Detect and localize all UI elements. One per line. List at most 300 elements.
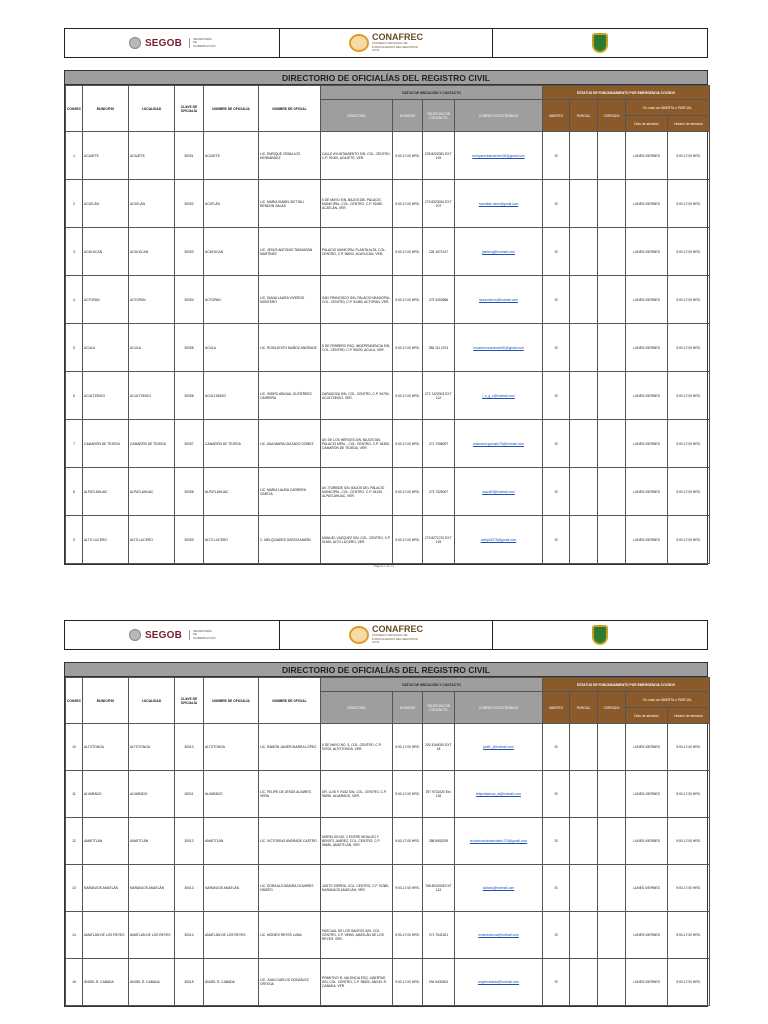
header-nombre-oficial: NOMBRE DE OFICIAL <box>259 678 321 724</box>
cell-horario: 9:00-17:00 HRS. <box>393 132 423 180</box>
cell-horario: 9:00-17:00 HRS. <box>393 912 423 959</box>
cell-municipio: ACTOPAN <box>83 276 129 324</box>
segob-subtitle: SECRETARÍA DE GOBERNACIÓN <box>189 630 215 640</box>
cell-telefono: 226 3160020 EXT. 18 <box>423 724 455 771</box>
cell-parcial <box>570 372 598 420</box>
cell-parcial <box>570 180 598 228</box>
cell-dias: LUNES-VIERNES <box>626 228 668 276</box>
cell-cerrada <box>598 228 626 276</box>
cell-abierta: SI <box>543 372 570 420</box>
email-link[interactable]: dolivao@hotmail.com <box>482 886 515 890</box>
cell-localidad: ALVARADO <box>129 771 175 818</box>
email-link[interactable]: jtanteng@hotmail.com <box>482 249 515 254</box>
cell-nombre-oficial: LIC. ENRIQUE CEBALLOS HERNÁNDEZ <box>259 132 321 180</box>
cell-nombre-oficial: LIC. DORA ALEJANDRA OLIVARES OBISPO <box>259 865 321 912</box>
cell-clave: 30011 <box>175 771 204 818</box>
cell-telefono: 288 111 2074 <box>423 324 455 372</box>
header-horario-atencion: Horario de atención <box>668 116 710 132</box>
cell-direccion: MORELOS NO. 2 ENTRE HIDALGO Y BENITO JUÁREZ, COL. CENTRO, C.P. 95480, AMATITLÁN, VER. <box>321 818 393 865</box>
cell-dias: LUNES-VIERNES <box>626 865 668 912</box>
state-shield-cell <box>493 621 707 649</box>
cell-horario-atencion: 9:00-17:00 HRS. <box>668 420 710 468</box>
cell-nombre-oficial: LIC. ISIDRO ABIGAIL GUTIÉRREZ CARRERA <box>259 372 321 420</box>
conafrec-logo: CONAFREC <box>372 32 423 43</box>
header-municipio: MUNICIPIO <box>83 678 129 724</box>
segob-logo: SEGOB <box>144 629 183 641</box>
table-row <box>66 959 710 1006</box>
header-nombre-oficialia: NOMBRE DE OFICIALÍA <box>204 678 259 724</box>
cell-consec: 13 <box>66 865 83 912</box>
cell-dias: LUNES-VIERNES <box>626 468 668 516</box>
header-municipio: MUNICIPIO <box>83 86 129 132</box>
cell-correo <box>455 516 543 564</box>
cell-consec: 2 <box>66 180 83 228</box>
table-row <box>66 420 710 468</box>
cell-parcial <box>570 818 598 865</box>
cell-consec: 4 <box>66 276 83 324</box>
header-nombre-oficial: NOMBRE DE OFICIAL <box>259 86 321 132</box>
cell-horario-atencion: 9:00-17:00 HRS. <box>668 818 710 865</box>
cell-localidad: ACAJETE <box>129 132 175 180</box>
cell-cerrada <box>598 959 626 1006</box>
cell-municipio: ÁNGEL R. CABADA <box>83 959 129 1006</box>
cell-localidad: ACULTZINGO <box>129 372 175 420</box>
email-link[interactable]: jarili1_@hotmail.com <box>483 745 514 749</box>
cell-municipio: ALTO LUCERO <box>83 516 129 564</box>
cell-consec: 9 <box>66 516 83 564</box>
cell-municipio: ALVARADO <box>83 771 129 818</box>
cell-telefono: 271 7541301 <box>423 912 455 959</box>
email-link[interactable]: rcacatlan.isbrs@gmail.com <box>478 201 519 206</box>
cell-correo <box>455 912 543 959</box>
logo-header <box>64 28 708 58</box>
cell-horario-atencion: 9:00-17:00 HRS. <box>668 228 710 276</box>
header-cerrada: CERRADA <box>598 692 626 724</box>
cell-clave: 30012 <box>175 818 204 865</box>
cell-nombre-oficial: C. MELQUÍADES GARCÍA MARÍN <box>259 516 321 564</box>
cell-horario: 9:00-17:00 HRS. <box>393 324 423 372</box>
cell-consec: 3 <box>66 228 83 276</box>
cell-municipio: CAMARÓN DE TEJEDA <box>83 420 129 468</box>
cell-abierta: SI <box>543 324 570 372</box>
cell-telefono: 273 7325007 <box>423 468 455 516</box>
cell-nombre-oficialia: AMATLÁN DE LOS REYES <box>204 912 259 959</box>
cell-parcial <box>570 228 598 276</box>
cell-cerrada <box>598 516 626 564</box>
cell-clave: 30004 <box>175 276 204 324</box>
cell-nombre-oficialia: ÁNGEL R. CABADA <box>204 959 259 1006</box>
cell-horario: 9:00-17:00 HRS. <box>393 516 423 564</box>
cell-parcial <box>570 468 598 516</box>
email-link[interactable]: melqui1978@gmail.com <box>480 537 517 542</box>
cell-abierta: SI <box>543 724 570 771</box>
cell-nombre-oficial: LIC. JUAN CARLOS GONZÁLEZ ORTEGA <box>259 959 321 1006</box>
cell-direccion: SAN FRANCISCO S/N, PALACIO MUNICIPAL, COL. CENTRO, C.P. 91480, ACTOPAN, VER. <box>321 276 393 324</box>
cell-nombre-oficial: LIC. VICTORINO ANDRADE CASTRO <box>259 818 321 865</box>
cell-correo <box>455 228 543 276</box>
email-link[interactable]: moisesreluna@hotmail.com <box>478 933 519 937</box>
cell-municipio: NARANJOS AMATLÁN <box>83 865 129 912</box>
cell-nombre-oficialia: ACULA <box>204 324 259 372</box>
header-consec: CONSEC <box>66 678 83 724</box>
cell-consec: 7 <box>66 420 83 468</box>
cell-telefono: 279 3263966 <box>423 276 455 324</box>
cell-nombre-oficialia: ACULTZINGO <box>204 372 259 420</box>
cell-horario: 9:00-17:00 HRS. <box>393 724 423 771</box>
cell-nombre-oficial: LIC. ANA MARIA GUIZADO GÓMEZ <box>259 420 321 468</box>
table-row <box>66 912 710 959</box>
cell-parcial <box>570 724 598 771</box>
cell-localidad: ACULA <box>129 324 175 372</box>
cell-clave: 30006 <box>175 372 204 420</box>
cell-direccion: 5 DE MAYO NO. 3, COL. CENTRO, C.P. 93700, ALTOTONGA, VER. <box>321 724 393 771</box>
cell-abierta: SI <box>543 959 570 1006</box>
cell-correo <box>455 865 543 912</box>
table-row <box>66 132 710 180</box>
cell-dias: LUNES-VIERNES <box>626 959 668 1006</box>
veracruz-shield-icon <box>592 33 608 53</box>
cell-localidad: AMATITLÁN <box>129 818 175 865</box>
segob-logo-cell <box>65 621 280 649</box>
cell-municipio: ACAYUCAN <box>83 228 129 276</box>
cell-parcial <box>570 324 598 372</box>
cell-municipio: ACULA <box>83 324 129 372</box>
table-row <box>66 324 710 372</box>
conafrec-logo-cell <box>280 621 493 649</box>
header-localidad: LOCALIDAD <box>129 86 175 132</box>
email-link[interactable]: angelrcabada@hotmail.com <box>477 980 520 984</box>
cell-localidad: ALTOTONGA <box>129 724 175 771</box>
cell-correo <box>455 724 543 771</box>
cell-localidad: CAMARÓN DE TEJEDA <box>129 420 175 468</box>
cell-abierta: SI <box>543 228 570 276</box>
segob-subtitle: SECRETARÍA DE GOBERNACIÓN <box>189 38 215 48</box>
cell-horario: 9:00-17:00 HRS. <box>393 468 423 516</box>
cell-localidad: AMATLÁN DE LOS REYES <box>129 912 175 959</box>
cell-nombre-oficial: LIC. DIANA LAURA VIVEROS MONTERO <box>259 276 321 324</box>
cell-cerrada <box>598 468 626 516</box>
cell-nombre-oficial: LIC. ROSA EDITH MUÑOZ ANDRADE <box>259 324 321 372</box>
header-group-estatus: ESTATUS DE FUNCIONAMIENTO POR EMERGENCIA COVID19 <box>543 678 710 692</box>
email-link[interactable]: lauca83@hotmail.com <box>482 489 515 494</box>
conafrec-emblem-icon <box>349 34 369 52</box>
cell-horario-atencion: 9:00-17:00 HRS. <box>668 180 710 228</box>
cell-dias: LUNES-VIERNES <box>626 180 668 228</box>
cell-horario: 9:00-17:00 HRS. <box>393 420 423 468</box>
cell-nombre-oficialia: ACAYUCAN <box>204 228 259 276</box>
header-en-caso: En caso de ABIERTA o PARCIAL <box>626 692 710 708</box>
directory-table-page-1 <box>64 70 708 565</box>
cell-horario-atencion: 9:00-17:00 HRS. <box>668 865 710 912</box>
cell-dias: LUNES-VIERNES <box>626 771 668 818</box>
email-link[interactable]: felipedejesus_al@hotmail.com <box>476 792 521 796</box>
email-link[interactable]: rosamunozandrade30@gmail.com <box>473 345 524 350</box>
cell-direccion: 5 DE FEBRERO ESQ. INDEPENDENCIA S/N, COL. CENTRO, C.P. 95200, ACULA, VER. <box>321 324 393 372</box>
cell-municipio: ACAJETE <box>83 132 129 180</box>
table-row <box>66 372 710 420</box>
cell-nombre-oficialia: ALPATLÁHUAC <box>204 468 259 516</box>
cell-parcial <box>570 132 598 180</box>
header-correo: CORREO ELECTRÓNICO <box>455 692 543 724</box>
cell-horario: 9:00-17:00 HRS. <box>393 228 423 276</box>
cell-nombre-oficial: LIC. RAMÓN JAVIER IBARRA LÓPEZ <box>259 724 321 771</box>
cell-consec: 10 <box>66 724 83 771</box>
cell-horario-atencion: 9:00-17:00 HRS. <box>668 516 710 564</box>
cell-localidad: ALPATLÁHUAC <box>129 468 175 516</box>
cell-telefono: 297 9731020 Ext. 118 <box>423 771 455 818</box>
cell-direccion: JUSTO SIERRA, COL. CENTRO, C.P. 92380, NARANJOS AMATLÁN, VER. <box>321 865 393 912</box>
cell-cerrada <box>598 180 626 228</box>
directory-table-page-2 <box>64 662 708 1007</box>
cell-clave: 30005 <box>175 324 204 372</box>
cell-parcial <box>570 516 598 564</box>
cell-nombre-oficial: LIC. MARIA LAURA CARRERA GARCÍA <box>259 468 321 516</box>
header-group-estatus: ESTATUS DE FUNCIONAMIENTO POR EMERGENCIA COVID19 <box>543 86 710 100</box>
cell-dias: LUNES-VIERNES <box>626 516 668 564</box>
cell-abierta: SI <box>543 276 570 324</box>
logo-header <box>64 620 708 650</box>
header-cerrada: CERRADA <box>598 100 626 132</box>
cell-nombre-oficialia: ACATLÁN <box>204 180 259 228</box>
cell-telefono: 294 9430302 <box>423 959 455 1006</box>
cell-horario-atencion: 9:00-17:00 HRS. <box>668 276 710 324</box>
header-direccion: DIRECCIÓN <box>321 692 393 724</box>
cell-cerrada <box>598 724 626 771</box>
cell-dias: LUNES-VIERNES <box>626 132 668 180</box>
cell-consec: 15 <box>66 959 83 1006</box>
cell-correo <box>455 468 543 516</box>
cell-direccion: CALLE AYUNTAMIENTO S/N, COL. CENTRO, C.P. 91000, ACAJETE, VER. <box>321 132 393 180</box>
cell-horario: 9:00-17:00 HRS. <box>393 276 423 324</box>
cell-cerrada <box>598 324 626 372</box>
cell-clave: 30002 <box>175 180 204 228</box>
page-number: Página 1 de 71 <box>373 564 395 568</box>
cell-dias: LUNES-VIERNES <box>626 276 668 324</box>
cell-abierta: SI <box>543 132 570 180</box>
cell-nombre-oficialia: ALTO LUCERO <box>204 516 259 564</box>
cell-horario: 9:00-17:00 HRS. <box>393 959 423 1006</box>
cell-clave: 30003 <box>175 228 204 276</box>
cell-abierta: SI <box>543 420 570 468</box>
cell-nombre-oficialia: ACTOPAN <box>204 276 259 324</box>
cell-abierta: SI <box>543 180 570 228</box>
cell-horario: 9:00-17:00 HRS. <box>393 372 423 420</box>
cell-cerrada <box>598 771 626 818</box>
table-row <box>66 180 710 228</box>
cell-cerrada <box>598 912 626 959</box>
cell-direccion: MANUEL VÁZQUEZ S/N, COL. CENTRO, C.P. 91460, ALTO LUCERO, VER. <box>321 516 393 564</box>
cell-horario-atencion: 9:00-17:00 HRS. <box>668 959 710 1006</box>
cell-correo <box>455 372 543 420</box>
cell-abierta: SI <box>543 468 570 516</box>
table-body <box>66 132 710 564</box>
header-group-contacto: DATOS DE UBICACIÓN Y CONTACTO <box>321 678 543 692</box>
cell-telefono: 228 1571427 <box>423 228 455 276</box>
cell-clave: 30010 <box>175 724 204 771</box>
email-link[interactable]: lauraviveros@hotmail.com <box>479 297 518 302</box>
header-direccion: DIRECCIÓN <box>321 100 393 132</box>
cell-dias: LUNES-VIERNES <box>626 372 668 420</box>
cell-clave: 30008 <box>175 468 204 516</box>
cell-nombre-oficial: LIC. FELIPE DE JESÚS ALVARES VERA <box>259 771 321 818</box>
cell-cerrada <box>598 132 626 180</box>
table-body <box>66 724 710 1006</box>
cell-clave: 30007 <box>175 420 204 468</box>
cell-horario: 9:00-17:00 HRS. <box>393 771 423 818</box>
header-nombre-oficialia: NOMBRE DE OFICIALÍA <box>204 86 259 132</box>
cell-correo <box>455 324 543 372</box>
cell-consec: 14 <box>66 912 83 959</box>
cell-horario-atencion: 9:00-17:00 HRS. <box>668 771 710 818</box>
cell-direccion: 5 DE MAYO S/N, BAJOS DEL PALACIO MUNICIPAL, COL. CENTRO, C.P. 91080, ACATLÁN, VER. <box>321 180 393 228</box>
conafrec-logo: CONAFREC <box>372 624 423 635</box>
cell-correo <box>455 276 543 324</box>
cell-correo <box>455 180 543 228</box>
cell-dias: LUNES-VIERNES <box>626 912 668 959</box>
header-abierta: ABIERTA <box>543 692 570 724</box>
email-link[interactable]: enriqueceballoshdez30@gmail.com <box>472 153 525 158</box>
cell-clave: 30001 <box>175 132 204 180</box>
cell-localidad: ACTOPAN <box>129 276 175 324</box>
cell-consec: 6 <box>66 372 83 420</box>
cell-consec: 5 <box>66 324 83 372</box>
cell-parcial <box>570 959 598 1006</box>
header-telefono: TELÉFONO DE CONTACTO <box>423 100 455 132</box>
email-link[interactable]: anamaria.guizado75@hotmail.com <box>473 441 524 446</box>
header-clave: CLAVE DE OFICIALÍA <box>175 86 204 132</box>
cell-nombre-oficialia: ACAJETE <box>204 132 259 180</box>
cell-cerrada <box>598 372 626 420</box>
cell-direccion: PRIMITIVO R. VALENCIA ESQ. LIBERTAD S/N, COL. CENTRO, C.P. 95800, ÁNGEL R. CABADA, VER. <box>321 959 393 1006</box>
document-title: DIRECTORIO DE OFICIALÍAS DEL REGISTRO CIVIL <box>65 663 707 677</box>
cell-localidad: NARANJOS AMATLÁN <box>129 865 175 912</box>
cell-correo <box>455 959 543 1006</box>
header-horario-atencion: Horario de atención <box>668 708 710 724</box>
cell-consec: 11 <box>66 771 83 818</box>
cell-municipio: ACATLÁN <box>83 180 129 228</box>
header-consec: CONSEC <box>66 86 83 132</box>
cell-telefono: 272 7422003 EXT. 112 <box>423 372 455 420</box>
conafrec-subtitle: CONSEJO NACIONAL DE FUNCIONARIOS DEL REGISTRO CIVIL <box>372 41 419 53</box>
document-title: DIRECTORIO DE OFICIALÍAS DEL REGISTRO CIVIL <box>65 71 707 85</box>
cell-abierta: SI <box>543 771 570 818</box>
cell-horario-atencion: 9:00-17:00 HRS. <box>668 468 710 516</box>
table-row <box>66 276 710 324</box>
header-horario: HORARIO <box>393 692 423 724</box>
cell-direccion: AV. DE LOS HÉROES S/N, BAJOS DEL PALACIO MPAL., COL. CENTRO, C.P. 94350, CAMARÓN DE TEJEDA, VER. <box>321 420 393 468</box>
email-link[interactable]: victorinoandradecastro715@gmail.com <box>469 839 528 843</box>
cell-horario: 9:00-17:00 HRS. <box>393 865 423 912</box>
cell-parcial <box>570 276 598 324</box>
cell-horario-atencion: 9:00-17:00 HRS. <box>668 132 710 180</box>
cell-correo <box>455 818 543 865</box>
cell-abierta: SI <box>543 818 570 865</box>
cell-municipio: AMATITLÁN <box>83 818 129 865</box>
segob-emblem-icon <box>129 629 141 641</box>
veracruz-shield-icon <box>592 625 608 645</box>
header-telefono: TELÉFONO DE CONTACTO <box>423 692 455 724</box>
cell-telefono: 279 8271070 EXT. 115 <box>423 516 455 564</box>
header-clave: CLAVE DE OFICIALÍA <box>175 678 204 724</box>
segob-logo-cell <box>65 29 280 57</box>
cell-dias: LUNES-VIERNES <box>626 420 668 468</box>
table-row <box>66 228 710 276</box>
cell-abierta: SI <box>543 865 570 912</box>
cell-localidad: ACATLÁN <box>129 180 175 228</box>
cell-dias: LUNES-VIERNES <box>626 818 668 865</box>
header-parcial: PARCIAL <box>570 100 598 132</box>
conafrec-logo-cell <box>280 29 493 57</box>
email-link[interactable]: i_a_g_c@hotmail.com <box>482 393 515 398</box>
header-group-contacto: DATOS DE UBICACIÓN Y CONTACTO <box>321 86 543 100</box>
cell-nombre-oficialia: ALVARADO <box>204 771 259 818</box>
table-row <box>66 771 710 818</box>
cell-consec: 1 <box>66 132 83 180</box>
table-row <box>66 468 710 516</box>
segob-emblem-icon <box>129 37 141 49</box>
cell-localidad: ÁNGEL R. CABADA <box>129 959 175 1006</box>
cell-localidad: ALTO LUCERO <box>129 516 175 564</box>
segob-logo: SEGOB <box>144 37 183 49</box>
cell-cerrada <box>598 818 626 865</box>
cell-clave: 30015 <box>175 959 204 1006</box>
header-en-caso: En caso de ABIERTA o PARCIAL <box>626 100 710 116</box>
cell-clave: 30014 <box>175 912 204 959</box>
table-row <box>66 516 710 564</box>
cell-horario-atencion: 9:00-17:00 HRS. <box>668 324 710 372</box>
cell-nombre-oficialia: ALTOTONGA <box>204 724 259 771</box>
cell-correo <box>455 132 543 180</box>
cell-horario-atencion: 9:00-17:00 HRS. <box>668 372 710 420</box>
cell-cerrada <box>598 420 626 468</box>
cell-abierta: SI <box>543 912 570 959</box>
cell-cerrada <box>598 276 626 324</box>
header-abierta: ABIERTA <box>543 100 570 132</box>
cell-telefono: 271 7056097 <box>423 420 455 468</box>
header-dias: Días de atención <box>626 116 668 132</box>
cell-nombre-oficialia: CAMARÓN DE TEJEDA <box>204 420 259 468</box>
cell-localidad: ACAYUCAN <box>129 228 175 276</box>
cell-municipio: ALTOTONGA <box>83 724 129 771</box>
cell-dias: LUNES-VIERNES <box>626 724 668 771</box>
cell-horario: 9:00-17:00 HRS. <box>393 180 423 228</box>
cell-consec: 12 <box>66 818 83 865</box>
cell-nombre-oficialia: NARANJOS AMATLÁN <box>204 865 259 912</box>
cell-clave: 30013 <box>175 865 204 912</box>
cell-municipio: ALPATLÁHUAC <box>83 468 129 516</box>
cell-municipio: AMATLÁN DE LOS REYES <box>83 912 129 959</box>
cell-consec: 8 <box>66 468 83 516</box>
cell-parcial <box>570 865 598 912</box>
header-horario: HORARIO <box>393 100 423 132</box>
cell-direccion: ZARAGOZA S/N, COL. CENTRO, C.P. 94750, ACULTZINGO, VER. <box>321 372 393 420</box>
cell-parcial <box>570 771 598 818</box>
header-correo: CORREO ELECTRÓNICO <box>455 100 543 132</box>
cell-horario-atencion: 9:00-17:00 HRS. <box>668 912 710 959</box>
state-shield-cell <box>493 29 707 57</box>
cell-nombre-oficialia: AMATITLÁN <box>204 818 259 865</box>
conafrec-emblem-icon <box>349 626 369 644</box>
cell-direccion: PASCUAL DE LOS SANTOS S/N, COL. CENTRO, C.P. 94950, AMATLÁN DE LOS REYES, VER. <box>321 912 393 959</box>
cell-parcial <box>570 420 598 468</box>
cell-abierta: SI <box>543 516 570 564</box>
cell-parcial <box>570 912 598 959</box>
cell-horario-atencion: 9:00-17:00 HRS. <box>668 724 710 771</box>
cell-direccion: PALACIO MUNICIPAL PLANTA ALTA, COL. CENTRO, C.P. 96000, ACAYUCAN, VER. <box>321 228 393 276</box>
cell-telefono: 228 8202081 EXT. 115 <box>423 132 455 180</box>
table-row <box>66 865 710 912</box>
table-row <box>66 724 710 771</box>
